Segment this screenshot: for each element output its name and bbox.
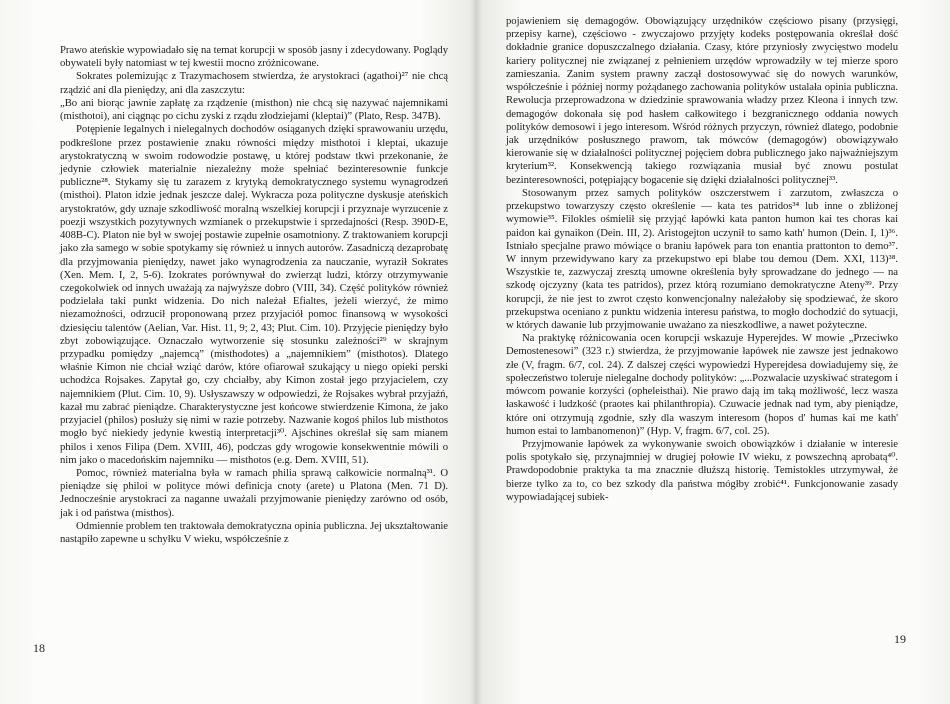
book-gutter-shadow <box>470 0 482 704</box>
left-paragraph-quote: „Bo ani biorąc jawnie zapłatę za rządzenie (misthon) nie chcą się nazywać najemnikami (misthotoi), ani ciągnąc po cichu zyski z rządu złodziejami (kleptai)” (Plato, Resp. 347B). <box>60 96 448 123</box>
right-paragraph-1: pojawieniem się demagogów. Obowiązujący urzędników częściowo pisany (przysięgi, przepisy karne), częściowo - zwyczajowo przyjęty kodeks postępowania określał dość dokładnie granice dopuszczalnego działania. Czasy, które przyniosły zwycięstwo modelu kariery politycznej nie związanej z pełnieniem urzędów wprowadziły w tej mierze sporo zamieszania. Zanim system prawny zaczął dostosowywać się do nowych warunków, współcześnie i później normy pożądanego zachowania polityków ustalała opinia publiczna. Rewolucja przeprowadzona w dziedzinie sprawowania władzy przez Kleona i innych tzw. demagogów dokonała się pod hasłem całkowitego i bezgranicznego oddania nowych polityków demosowi i jego interesom. Wśród różnych przyczyn, również dlatego, podobnie jak urzędników posłusznego prawom, tak mówców (demagogów) obowiązywało kierowanie się w działalności politycznej pojęciem dobra publicznego jako najważniejszym kryterium³². Konsekwencją takiego rozwiązania musiał być znowu postulat bezinteresowności, potępiający bogacenie się dzięki działalności politycznej³³. <box>506 15 898 186</box>
left-paragraph-1: Prawo ateńskie wypowiadało się na temat korupcji w sposób jasny i zdecydowany. Poglądy obywateli były natomiast w tej kwestii mocno zróżnicowane. <box>60 44 448 70</box>
left-paragraph-4: Potępienie legalnych i nielegalnych dochodów osiąganych dzięki sprawowaniu urzędu, podkreślone przez postawienie znaku równości między misthotoi i kleptai, ukazuje arystokratyczną w swoim rodowodzie postawę, u której podstaw tkwi przekonanie, że jedynie człowiek materialnie niezależny może spełniać bezinteresownie funkcje publiczne²⁸. Stykamy się tu zarazem z krytyką demokratycznego systemu wynagrodzeń (misthoi). Platon idzie jednak jeszcze dalej. Wykracza poza polityczne dyskusje ateńskich arystokratów, gdy uznaje szkodliwość moralną wszelkiej korupcji i przyznaje wyrzucenie z poezji wszystkich pozytywnych wzmianek o przekupstwie i sprzedajności (Resp. 390D-E, 408B-C). Platon nie był w swojej postawie zupełnie osamotniony. Z traktowaniem korupcji jako zła samego w sobie spotykamy się również u innych autorów. Zasadniczą dezaprobatę dla przyjmowania pieniędzy, nawet jako wynagrodzenia za nauczanie, wyraził Sokrates (Xen. Mem. I, 2, 5-6). Izokrates porównywał do zwierząt ludzi, którzy otrzymywanie czegokolwiek od innych uważają za najwyższe dobro (VIII, 34). Część polityków również podzielała taki punkt widzenia. Do nich należał Efialtes, jeżeli wierzyć, że mimo niezamożności, odrzucił proponowaną przez przyjaciół pomoc finansową w wysokości dziesięciu talentów (Aelian, Var. Hist. 11, 9; 2, 43; Plut. Cim. 10). Przyjęcie pieniędzy było zbyt zobowiązujące. Oznaczało wytworzenie się stosunku zależności²⁹ w skrajnym przypadku pomiędzy „najemcą” (misthodotes) a „najemnikiem” (misthotos). Dlatego właśnie Kimon nie chciał wziąć darów, które ofiarował szukający u niego opieki perski uchodźca Rojsakes. Zapytał go, czy chciałby, aby Kimon został jego przyjacielem, czy najemnikiem (Plut. Cim. 10, 9). Usłyszawszy w odpowiedzi, że Rojsakes wybrał przyjaźń, kazał mu zabrać pieniądze. Charakterystyczne jest końcowe stwierdzenie Kimona, że jako przyjaciel (philos) posłuży się nimi w razie potrzeby. Nazwanie kogoś philos lub misthotos mogło być niekiedy jedynie kwestią interpretacji³⁰. Ajschines określał się sam mianem philos i xenos Filipa (Dem. XVIII, 46), podczas gdy wrogowie konsekwentnie mówili o nim jako o macedońskim najemniku — misthotos (e.g. Dem. XVIII, 51). <box>60 123 448 466</box>
left-paragraph-6: Odmiennie problem ten traktowała demokratyczna opinia publiczna. Jej ukształtowanie nastąpiło zapewne u schyłku V wieku, współcześnie z <box>60 519 448 546</box>
left-paragraph-2: Sokrates polemizując z Trazymachosem stwierdza, że arystokraci (agathoi)²⁷ nie chcą rządzić ani dla pieniędzy, ani dla zaszczytu: <box>60 70 448 96</box>
right-page-number: 19 <box>894 632 906 646</box>
left-page-text <box>60 44 448 546</box>
left-paragraph-5: Pomoc, również materialna była w ramach philia sprawą całkowicie normalną³¹. O pieniądze się philoi w polityce mówi definicja cnoty (arete) u Platona (Men. 71 D). Jednocześnie arystokraci za naganne uważali przyjmowanie pieniędzy zarówno od osób, jak i od państwa (misthos). <box>60 467 448 519</box>
right-paragraph-2: Stosowanym przez samych polityków oszczerstwem i zarzutom, zwłaszcza o przekupstwo towarzyszy często określenie — kata tes patridos³⁴ lub inne o zbliżonej wymowie³⁵. Filokles ośmielił się przyjąć łapówki kata panton humon kai tes choras kai paidon kai gynaikon (Dein. III, 2). Aristogejton uczynił to samo kath' humon (Dein. I, 1)³⁶. Istniało specjalne prawo mówiące o braniu łapówek para ton enantia prattonton to demo³⁷. W innym przewidywano kary za przekupstwo epi blabe tou demou (Dem. XXI, 113)³⁸. Wszystkie te, zazwyczaj zresztą umowne określenia były sprowadzane do jednego — na szkodę ojczyzny (kata tes patridos), przez którą rozumiano demokratyczne Ateny³⁹. Przy korupcji, że nie jest to zwrot często konwencjonalny należałoby się spodziewać, że skoro przekupstwa oceniano z punktu widzenia interesu państwa, to mogło dochodzić do sytuacji, w których dawanie lub przyjmowanie uważano za nieszkodliwe, a nawet pożyteczne. <box>506 186 898 332</box>
left-page-number: 18 <box>33 641 45 655</box>
right-page <box>476 0 950 704</box>
right-page-text <box>506 15 898 504</box>
right-paragraph-4: Przyjmowanie łapówek za wykonywanie swoich obowiązków i działanie w interesie polis spotykało się, przynajmniej w drugiej połowie IV wieku, z powszechną aprobatą⁴⁰. Prawdopodobnie praktyka ta ma znacznie dłuższą historię. Temistokles utrzymywał, że bierze tylko za to, co bez szkody dla państwa mógłby zrobić⁴¹. Funkcjonowanie zasady wypowiadającej subiek- <box>506 438 898 503</box>
right-paragraph-3: Na praktykę różnicowania ocen korupcji wskazuje Hyperejdes. W mowie „Przeciwko Demostenesowi” (323 r.) stwierdza, że przyjmowanie łapówek nie zawsze jest jednakowo złe (V, fragm. 6/7, col. 24). Z dalszej części wypowiedzi Hyperejdesa dowiadujemy się, że społeczeństwo toleruje nielegalne dochody polityków: „...Pozwalacie uzyskiwać strategom i mówcom powanie korzyści (opheleisthai). Nie prawo dają im taką możliwość, lecz wasza łaskawość i ludzkość (praotes kai philanthropia). Czuwacie jednak nad tym, aby pieniądze, które oni otrzymują zgodnie, szły dla waszym interesom (hopos d' humas kai me kath' humon estai to lambanomenon)” (Hyp. V, fragm. 6/7, col. 25). <box>506 332 898 437</box>
